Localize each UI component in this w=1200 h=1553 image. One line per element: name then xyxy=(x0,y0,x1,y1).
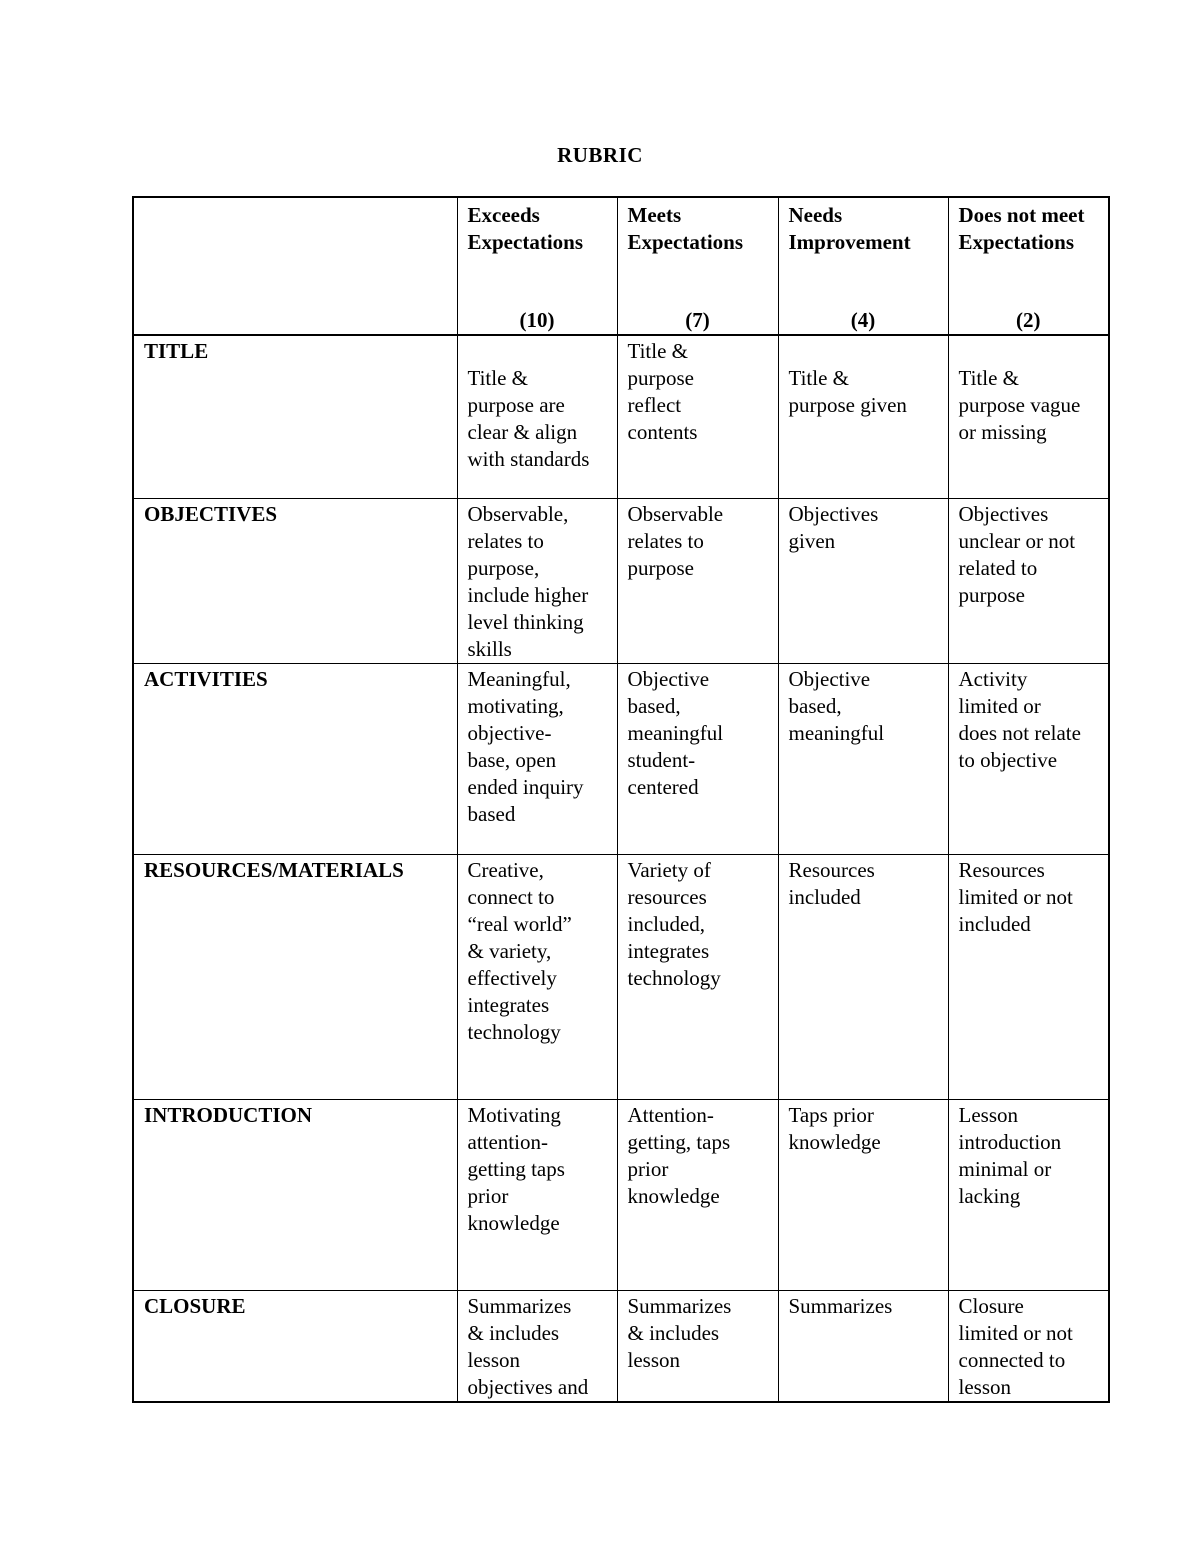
rubric-cell: Summarizes xyxy=(778,1291,948,1403)
rubric-row-resources-materials xyxy=(133,855,1109,1100)
rubric-cell: Variety of resources included, integrates technology xyxy=(617,855,778,1100)
rubric-cell: Creative, connect to “real world” & variety, effectively integrates technology xyxy=(457,855,617,1100)
rubric-row-activities xyxy=(133,664,1109,855)
rubric-row-introduction xyxy=(133,1100,1109,1291)
level-label: Does not meet Expectations xyxy=(958,203,1085,254)
rubric-cell: Observable, relates to purpose, include higher level thinking skills xyxy=(457,499,617,664)
criterion-label: RESOURCES/MATERIALS xyxy=(133,855,457,1100)
criterion-header-cell xyxy=(133,197,457,335)
rubric-cell: Summarizes & includes lesson objectives and xyxy=(457,1291,617,1403)
page-title: RUBRIC xyxy=(557,143,643,167)
criterion-label: OBJECTIVES xyxy=(133,499,457,664)
rubric-cell: Attention- getting, taps prior knowledge xyxy=(617,1100,778,1291)
rubric-cell: Taps prior knowledge xyxy=(778,1100,948,1291)
level-points: (7) xyxy=(685,308,710,332)
rubric-cell: Title & purpose given xyxy=(778,335,948,499)
rubric-cell: Resources limited or not included xyxy=(948,855,1109,1100)
criterion-label: TITLE xyxy=(133,335,457,499)
rubric-cell: Summarizes & includes lesson xyxy=(617,1291,778,1403)
rubric-row-title xyxy=(133,335,1109,499)
rubric-cell: Resources included xyxy=(778,855,948,1100)
level-header-exceeds xyxy=(457,197,617,335)
level-header-meets xyxy=(617,197,778,335)
level-header-needs-improvement xyxy=(778,197,948,335)
rubric-cell: Title & purpose reflect contents xyxy=(617,335,778,499)
rubric-cell: Objectives given xyxy=(778,499,948,664)
level-points: (4) xyxy=(850,308,876,332)
rubric-cell: Motivating attention- getting taps prior knowledge xyxy=(457,1100,617,1291)
criterion-label: ACTIVITIES xyxy=(133,664,457,855)
rubric-row-objectives xyxy=(133,499,1109,664)
rubric-cell: Observable relates to purpose xyxy=(617,499,778,664)
level-label: Meets Expectations xyxy=(627,203,743,254)
rubric-cell: Title & purpose are clear & align with standards xyxy=(457,335,617,499)
criterion-label: CLOSURE xyxy=(133,1291,457,1403)
rubric-cell: Objective based, meaningful xyxy=(778,664,948,855)
rubric-cell: Objective based, meaningful student- centered xyxy=(617,664,778,855)
rubric-cell: Meaningful, motivating, objective- base, open ended inquiry based xyxy=(457,664,617,855)
rubric-row-closure xyxy=(133,1291,1109,1403)
rubric-cell: Closure limited or not connected to lesson xyxy=(948,1291,1109,1403)
level-header-does-not-meet xyxy=(948,197,1109,335)
level-label: Needs Improvement xyxy=(788,203,911,254)
level-points: (2) xyxy=(1016,308,1041,332)
level-label: Exceeds Expectations xyxy=(467,203,583,254)
rubric-cell: Title & purpose vague or missing xyxy=(948,335,1109,499)
rubric-cell: Activity limited or does not relate to objective xyxy=(948,664,1109,855)
rubric-table xyxy=(132,196,1110,1403)
rubric-header-row xyxy=(133,197,1109,335)
criterion-label: INTRODUCTION xyxy=(133,1100,457,1291)
level-points: (10) xyxy=(519,308,555,332)
rubric-cell: Objectives unclear or not related to purpose xyxy=(948,499,1109,664)
rubric-cell: Lesson introduction minimal or lacking xyxy=(948,1100,1109,1291)
